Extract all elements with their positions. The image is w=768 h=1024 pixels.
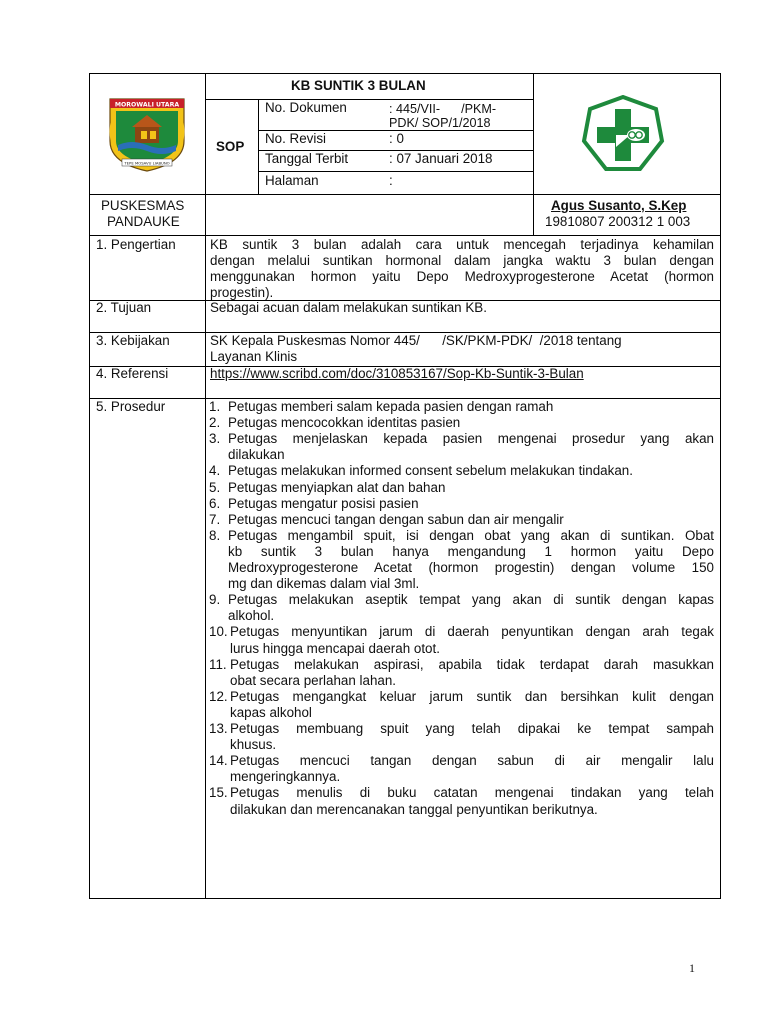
step-number: 5. bbox=[209, 479, 221, 495]
step-text-line: mengeringkannya. bbox=[230, 769, 341, 785]
step-number: 6. bbox=[209, 495, 221, 511]
step-text-line: Petugas menyuntikan jarum di daerah penyuntikan dengan arah tegak bbox=[230, 624, 714, 640]
kebijakan-line-2: Layanan Klinis bbox=[210, 349, 298, 364]
step-text-line: obat secara perlahan lahan. bbox=[230, 672, 397, 688]
issue-date-value: : 07 Januari 2018 bbox=[389, 151, 493, 166]
step-number: 13. bbox=[209, 721, 228, 736]
sop-label: SOP bbox=[216, 139, 245, 154]
step-text-line: Petugas melakukan aseptik tempat yang akan di suntik dengan kapas bbox=[228, 592, 714, 608]
step-text-line: alkohol. bbox=[228, 608, 275, 624]
pengertian-line-2: dengan melalui suntikan hormonal dalam jangka waktu 3 bulan dengan bbox=[210, 253, 714, 268]
step-number: 8. bbox=[209, 527, 221, 543]
step-text-line: kapas alkohol bbox=[230, 704, 312, 720]
section-label-kebijakan: 3. Kebijakan bbox=[96, 333, 170, 348]
step-number: 1. bbox=[209, 399, 221, 414]
step-text-line: Petugas menulis di buku catatan mengenai tindakan yang telah bbox=[230, 785, 714, 801]
step-text-line: Petugas membuang spuit yang telah dipakai ke tempat sampah bbox=[230, 721, 714, 736]
emblem-caption-bottom: TEPE MOSAVU LIABUNO bbox=[124, 160, 170, 166]
section-label-referensi: 4. Referensi bbox=[96, 366, 169, 381]
step-text-line: Petugas mengambil spuit, isi dengan obat yang akan di suntikan. Obat bbox=[228, 527, 714, 543]
tujuan-text: Sebagai acuan dalam melakukan suntikan KB. bbox=[210, 300, 487, 315]
doc-number-label: No. Dokumen bbox=[265, 100, 347, 115]
step-text-line: dilakukan dan merencanakan tanggal penyuntikan berikutnya. bbox=[230, 801, 598, 817]
step-text-line: Petugas melakukan aspirasi, apabila tidak terdapat darah masukkan bbox=[230, 656, 714, 672]
pengertian-line-4: progestin). bbox=[210, 285, 274, 300]
document-title: KB SUNTIK 3 BULAN bbox=[291, 78, 426, 93]
morowali-utara-emblem bbox=[104, 93, 190, 173]
pengertian-line-1: KB suntik 3 bulan adalah cara untuk mencegah terjadinya kehamilan bbox=[210, 237, 714, 252]
signer-name: Agus Susanto, S.Kep bbox=[551, 198, 687, 213]
step-text-line: Petugas menyiapkan alat dan bahan bbox=[228, 479, 446, 495]
emblem-caption-top: MOROWALI UTARA bbox=[114, 101, 180, 109]
doc-number-value-cont: PDK/ SOP/1/2018 bbox=[389, 116, 491, 130]
pengertian-line-3: menggunakan hormon yaitu Depo Medroxyprogesterone Acetat (hormon bbox=[210, 269, 714, 284]
step-number: 2. bbox=[209, 415, 221, 431]
step-number: 4. bbox=[209, 463, 221, 479]
step-number: 9. bbox=[209, 592, 221, 608]
page-number: 1 bbox=[689, 961, 695, 975]
revision-value: : 0 bbox=[389, 131, 404, 146]
step-text-line: dilakukan bbox=[228, 447, 285, 463]
step-number: 11. bbox=[209, 656, 227, 672]
step-text-line: Petugas mencuci tangan dengan sabun di air mengalir lalu bbox=[230, 753, 714, 769]
step-number: 15. bbox=[209, 785, 228, 801]
referensi-link[interactable]: https://www.scribd.com/doc/310853167/Sop-Kb-Suntik-3-Bulan bbox=[210, 366, 584, 381]
section-label-tujuan: 2. Tujuan bbox=[96, 300, 152, 315]
step-number: 12. bbox=[209, 688, 228, 704]
step-text-line: Petugas melakukan informed consent sebelum melakukan tindakan. bbox=[228, 463, 633, 479]
revision-label: No. Revisi bbox=[265, 131, 327, 146]
step-text-line: lurus hingga mencapai daerah otot. bbox=[230, 640, 440, 656]
step-text-line: kb suntik 3 bulan hanya mengandung 1 hormon yaitu Depo bbox=[228, 543, 714, 559]
step-text-line: khusus. bbox=[230, 737, 277, 753]
step-text-line: Petugas mengangkat keluar jarum suntik dan bersihkan kulit dengan bbox=[230, 688, 714, 704]
page-value: : bbox=[389, 173, 393, 188]
org-name-line1: PUSKESMAS bbox=[101, 198, 185, 213]
step-text-line: Petugas memberi salam kepada pasien dengan ramah bbox=[228, 399, 554, 414]
step-text-line: Petugas mengatur posisi pasien bbox=[228, 495, 419, 511]
kebijakan-line-1: SK Kepala Puskesmas Nomor 445/ /SK/PKM-PDK/ /2018 tentang bbox=[210, 333, 622, 348]
issue-date-label: Tanggal Terbit bbox=[265, 151, 349, 166]
step-number: 14. bbox=[209, 753, 228, 769]
step-number: 7. bbox=[209, 511, 221, 527]
org-name-line2: PANDAUKE bbox=[107, 214, 180, 229]
step-text-line: Petugas mencocokkan identitas pasien bbox=[228, 415, 461, 431]
step-number: 3. bbox=[209, 431, 221, 447]
puskesmas-logo bbox=[580, 95, 666, 175]
step-text-line: Petugas mencuci tangan dengan sabun dan air mengalir bbox=[228, 511, 564, 527]
step-text-line: Petugas menjelaskan kepada pasien mengenai prosedur yang akan bbox=[228, 431, 714, 447]
step-text-line: Medroxyprogesterone Acetat (hormon progestin) dengan volume 150 bbox=[228, 560, 714, 575]
signer-id: 19810807 200312 1 003 bbox=[545, 214, 691, 229]
page-label: Halaman bbox=[265, 173, 319, 188]
step-number: 10. bbox=[209, 624, 228, 640]
step-text-line: mg dan dikemas dalam vial 3ml. bbox=[228, 576, 420, 592]
doc-number-value: : 445/VII- /PKM- bbox=[389, 102, 497, 116]
section-label-prosedur: 5. Prosedur bbox=[96, 399, 166, 414]
section-label-pengertian: 1. Pengertian bbox=[96, 237, 176, 252]
